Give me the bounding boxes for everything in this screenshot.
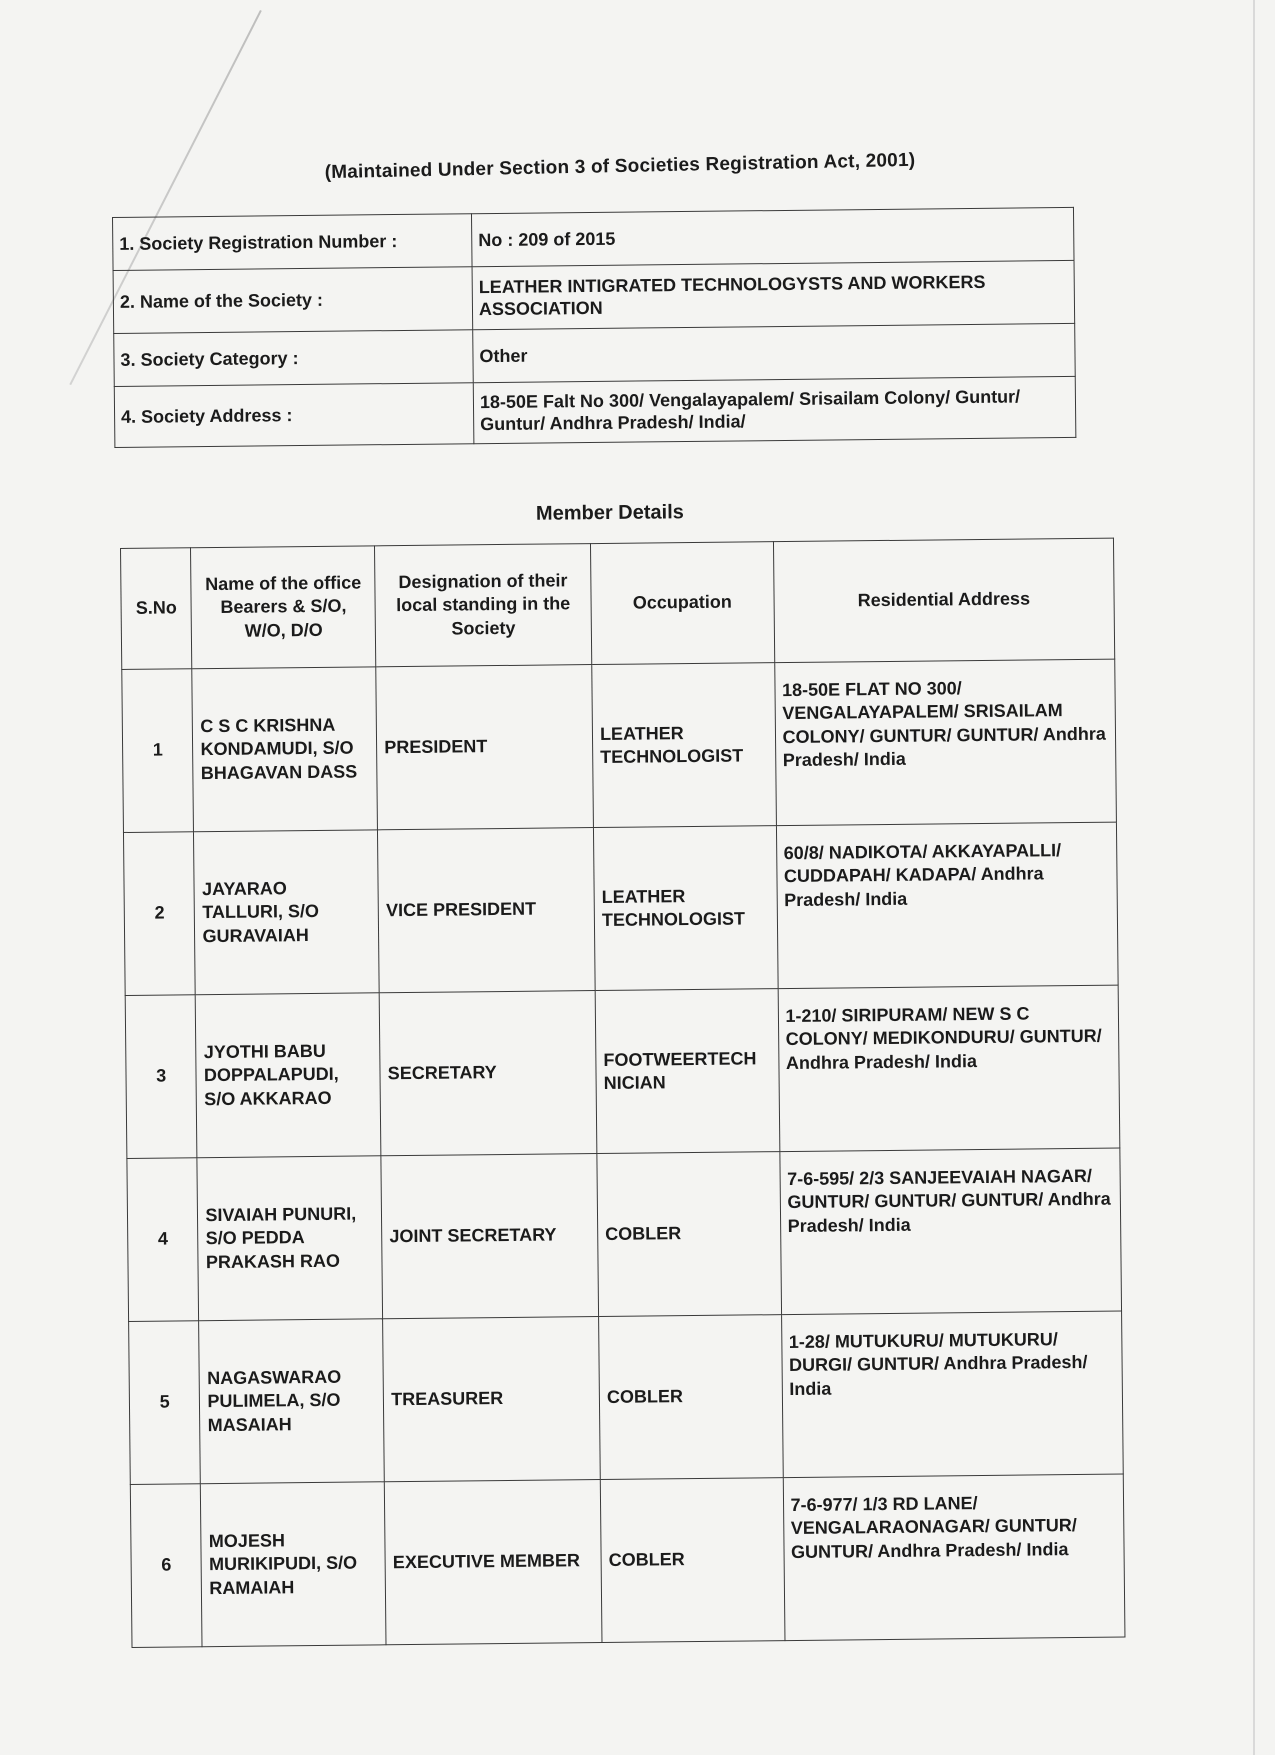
member-name: JAYARAO TALLURI, S/O GURAVAIAH	[194, 830, 379, 995]
member-occupation: COBLER	[599, 1315, 783, 1480]
member-occupation: COBLER	[597, 1152, 781, 1317]
society-info-table	[112, 207, 1076, 448]
society-value: Other	[473, 323, 1076, 382]
member-row	[125, 985, 1120, 1158]
member-row	[130, 1474, 1125, 1647]
member-occupation: LEATHER TECHNOLOGIST	[593, 826, 777, 991]
member-occupation: LEATHER TECHNOLOGIST	[592, 663, 776, 828]
member-name: JYOTHI BABU DOPPALAPUDI, S/O AKKARAO	[196, 993, 381, 1158]
member-row	[127, 1148, 1122, 1321]
member-sno: 2	[123, 832, 195, 996]
member-details-table	[120, 538, 1125, 1648]
col-header-name: Name of the office Bearers & S/O, W/O, D/O	[191, 546, 376, 669]
member-address: 60/8/ NADIKOTA/ AKKAYAPALLI/ CUDDAPAH/ KADAPA/ Andhra Pradesh/ India	[776, 822, 1118, 989]
member-sno: 4	[127, 1158, 199, 1322]
member-address: 7-6-977/ 1/3 RD LANE/ VENGALARAONAGAR/ GUNTUR/ GUNTUR/ Andhra Pradesh/ India	[783, 1474, 1125, 1641]
member-sno: 3	[125, 995, 197, 1159]
society-row-address	[114, 376, 1076, 447]
col-header-occupation: Occupation	[591, 542, 775, 665]
member-header-row	[121, 538, 1115, 669]
col-header-address: Residential Address	[773, 538, 1115, 663]
society-label: 4. Society Address :	[114, 383, 474, 448]
member-sno: 6	[130, 1484, 202, 1648]
member-sno: 5	[129, 1321, 201, 1485]
society-value: No : 209 of 2015	[471, 207, 1074, 266]
member-name: NAGASWARAO PULIMELA, S/O MASAIAH	[199, 1319, 384, 1484]
member-occupation: FOOTWEERTECH NICIAN	[595, 989, 779, 1154]
society-value: LEATHER INTIGRATED TECHNOLOGYSTS AND WORKERS ASSOCIATION	[472, 260, 1075, 329]
member-address: 18-50E FLAT NO 300/ VENGALAYAPALEM/ SRISAILAM COLONY/ GUNTUR/ GUNTUR/ Andhra Pradesh/ India	[774, 659, 1116, 826]
member-address: 7-6-595/ 2/3 SANJEEVAIAH NAGAR/ GUNTUR/ GUNTUR/ GUNTUR/ Andhra Pradesh/ India	[779, 1148, 1121, 1315]
act-heading: (Maintained Under Section 3 of Societies Registration Act, 2001)	[324, 149, 916, 184]
col-header-sno: S.No	[121, 548, 193, 670]
society-label: 2. Name of the Society :	[113, 267, 473, 334]
member-occupation: COBLER	[600, 1478, 784, 1643]
member-designation: EXECUTIVE MEMBER	[385, 1480, 602, 1645]
society-label: 3. Society Category :	[114, 330, 474, 387]
page-edge	[1253, 0, 1255, 1755]
society-value: 18-50E Falt No 300/ Vengalayapalem/ Srisailam Colony/ Guntur/ Guntur/ Andhra Pradesh/ India/	[473, 376, 1076, 443]
member-row	[122, 659, 1117, 832]
member-name: MOJESH MURIKIPUDI, S/O RAMAIAH	[201, 1482, 386, 1647]
member-row	[129, 1311, 1124, 1484]
member-name: SIVAIAH PUNURI, S/O PEDDA PRAKASH RAO	[197, 1156, 382, 1321]
member-designation: TREASURER	[383, 1317, 600, 1482]
member-designation: PRESIDENT	[376, 665, 593, 830]
society-row-name	[113, 260, 1075, 333]
member-sno: 1	[122, 669, 194, 833]
member-designation: VICE PRESIDENT	[378, 828, 595, 993]
member-details-title: Member Details	[535, 501, 684, 525]
society-label: 1. Society Registration Number :	[113, 214, 473, 271]
member-designation: JOINT SECRETARY	[381, 1154, 598, 1319]
member-name: C S C KRISHNA KONDAMUDI, S/O BHAGAVAN DASS	[192, 667, 377, 832]
member-row	[123, 822, 1118, 995]
col-header-designation: Designation of their local standing in the Society	[375, 544, 592, 667]
member-designation: SECRETARY	[379, 991, 596, 1156]
member-address: 1-28/ MUTUKURU/ MUTUKURU/ DURGI/ GUNTUR/ Andhra Pradesh/ India	[781, 1311, 1123, 1478]
member-address: 1-210/ SIRIPURAM/ NEW S C COLONY/ MEDIKONDURU/ GUNTUR/ Andhra Pradesh/ India	[778, 985, 1120, 1152]
